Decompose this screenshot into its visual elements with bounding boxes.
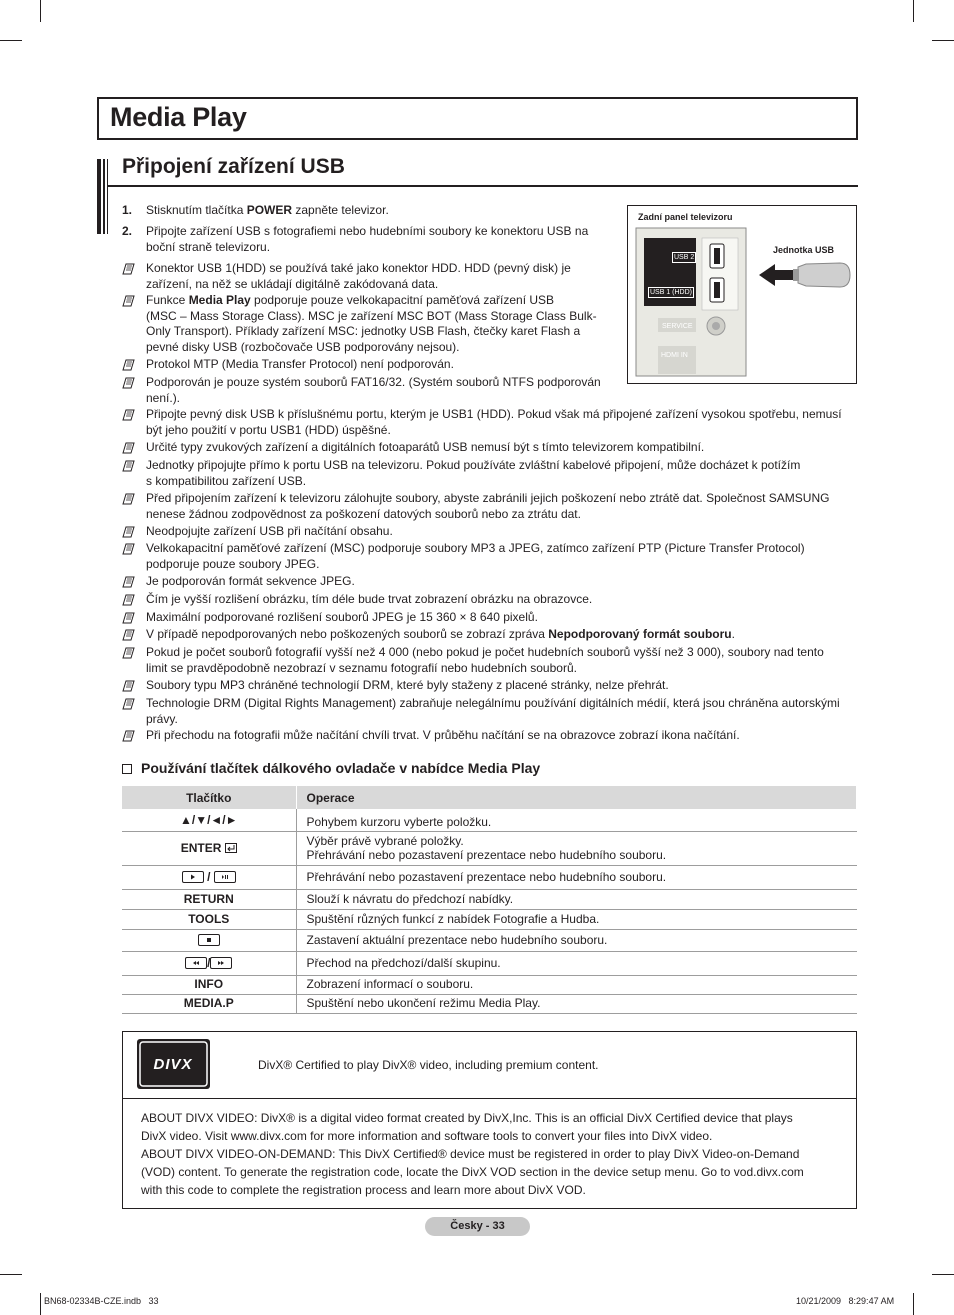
table-row	[122, 975, 857, 994]
table-row	[122, 951, 857, 975]
step-1	[122, 203, 602, 219]
fast-forward-icon	[210, 957, 232, 969]
crop-mark	[932, 40, 954, 41]
page-number: Česky - 33	[425, 1217, 530, 1236]
step-number: 1.	[122, 203, 133, 217]
step-number: 2.	[122, 224, 133, 238]
note-icon	[122, 594, 135, 606]
button-cell: ▲/▼/◄/►	[122, 809, 296, 831]
operation-cell: Výběr právě vybrané položky. Přehrávání nebo pozastavení prezentace nebo hudebního souboru.	[296, 831, 857, 865]
pause-icon	[214, 871, 236, 883]
divx-info-box	[122, 1031, 857, 1209]
button-cell	[122, 929, 296, 951]
column-header-operation: Operace	[296, 786, 857, 809]
port-usb1-label: USB 1 (HDD)	[650, 289, 693, 296]
enter-icon	[225, 843, 237, 853]
note-icon	[122, 263, 135, 275]
note-icon	[122, 493, 135, 505]
note-icon	[122, 698, 135, 710]
rewind-icon	[185, 957, 207, 969]
crop-mark	[0, 1274, 22, 1275]
note-icon	[122, 409, 135, 421]
operation-cell: Přehrávání nebo pozastavení prezentace nebo hudebního souboru.	[296, 865, 857, 889]
operation-cell: Pohybem kurzoru vyberte položku.	[296, 809, 857, 831]
operation-cell: Zastavení aktuální prezentace nebo hudebního souboru.	[296, 929, 857, 951]
section-rule	[108, 185, 858, 187]
operation-cell: Spuštění nebo ukončení režimu Media Play.	[296, 994, 857, 1013]
button-cell: /	[122, 951, 296, 975]
crop-mark	[40, 0, 41, 22]
crop-mark	[913, 0, 914, 22]
button-cell: ENTER	[122, 831, 296, 865]
button-cell: TOOLS	[122, 909, 296, 929]
note-icon	[122, 612, 135, 624]
table-row	[122, 831, 857, 865]
table-row	[122, 929, 857, 951]
footer-file: BN68-02334B-CZE.indb 33	[44, 1296, 159, 1306]
note-icon	[122, 377, 135, 389]
divider	[123, 1098, 856, 1099]
divx-certified-text: DivX® Certified to play DivX® video, including premium content.	[258, 1058, 599, 1072]
crop-mark	[913, 1293, 914, 1315]
crop-mark	[0, 40, 22, 41]
title-box	[97, 97, 858, 140]
stop-icon	[198, 934, 220, 946]
step-text: Stisknutím tlačítka POWER zapněte televizor.	[146, 203, 389, 217]
svg-text:DIVX: DIVX	[153, 1056, 193, 1073]
port-hdmi-label: HDMI IN	[661, 352, 688, 359]
note-icon	[122, 680, 135, 692]
note-icon	[122, 442, 135, 454]
divx-about-text: ABOUT DIVX VIDEO: DivX® is a digital video format created by DivX,Inc. This is an official DivX Certified device that plays DivX video. Visit www.divx.com for more information and software tools to convert your files into DivX video. ABOUT DIVX VIDEO-ON-DEMAND: This DivX Certified® device must be registered in order to play DivX Video-on-Demand (VOD) content. To generate the registration code, locate the DivX VOD section in the device setup menu. Go to vod.divx.com with this code to complete the registration process and learn more about DivX VOD.	[141, 1111, 804, 1197]
note-icon	[122, 543, 135, 555]
table-row	[122, 809, 857, 831]
usb-connection-figure	[627, 205, 857, 384]
section-title: Připojení zařízení USB	[122, 155, 345, 178]
note-icon	[122, 526, 135, 538]
operation-cell: Zobrazení informací o souboru.	[296, 975, 857, 994]
divx-logo	[137, 1039, 210, 1089]
crop-mark	[932, 1274, 954, 1275]
operation-cell: Přechod na předchozí/další skupinu.	[296, 951, 857, 975]
figure-title: Zadní panel televizoru	[638, 212, 733, 222]
table-row	[122, 865, 857, 889]
port-service-label: SERVICE	[662, 323, 693, 330]
table-row	[122, 889, 857, 909]
button-cell: INFO	[122, 975, 296, 994]
footer-date: 10/21/2009 8:29:47 AM	[796, 1296, 895, 1306]
button-cell: MEDIA.P	[122, 994, 296, 1013]
note-icon	[122, 730, 135, 742]
remote-buttons-table	[122, 786, 857, 1014]
operation-cell: Spuštění různých funkcí z nabídek Fotografie a Hudba.	[296, 909, 857, 929]
note-icon	[122, 647, 135, 659]
operation-cell: Slouží k návratu do předchozí nabídky.	[296, 889, 857, 909]
note-icon	[122, 629, 135, 641]
note-icon	[122, 359, 135, 371]
note-icon	[122, 576, 135, 588]
crop-mark	[40, 1293, 41, 1315]
note-icon	[122, 295, 135, 307]
table-row	[122, 994, 857, 1013]
button-cell: /	[122, 865, 296, 889]
table-row	[122, 909, 857, 929]
usb-drive-label: Jednotka USB	[773, 245, 835, 255]
button-cell: RETURN	[122, 889, 296, 909]
step-text: Připojte zařízení USB s fotografiemi nebo hudebními soubory ke konektoru USB na boční straně televizoru.	[146, 224, 589, 254]
page-title: Media Play	[110, 102, 247, 132]
remote-heading: Používání tlačítek dálkového ovladače v nabídce Media Play	[122, 760, 540, 776]
column-header-button: Tlačítko	[122, 786, 296, 809]
play-icon	[182, 871, 204, 883]
port-usb2-label: USB 2	[674, 254, 695, 261]
step-2	[122, 224, 602, 256]
note-icon	[122, 460, 135, 472]
